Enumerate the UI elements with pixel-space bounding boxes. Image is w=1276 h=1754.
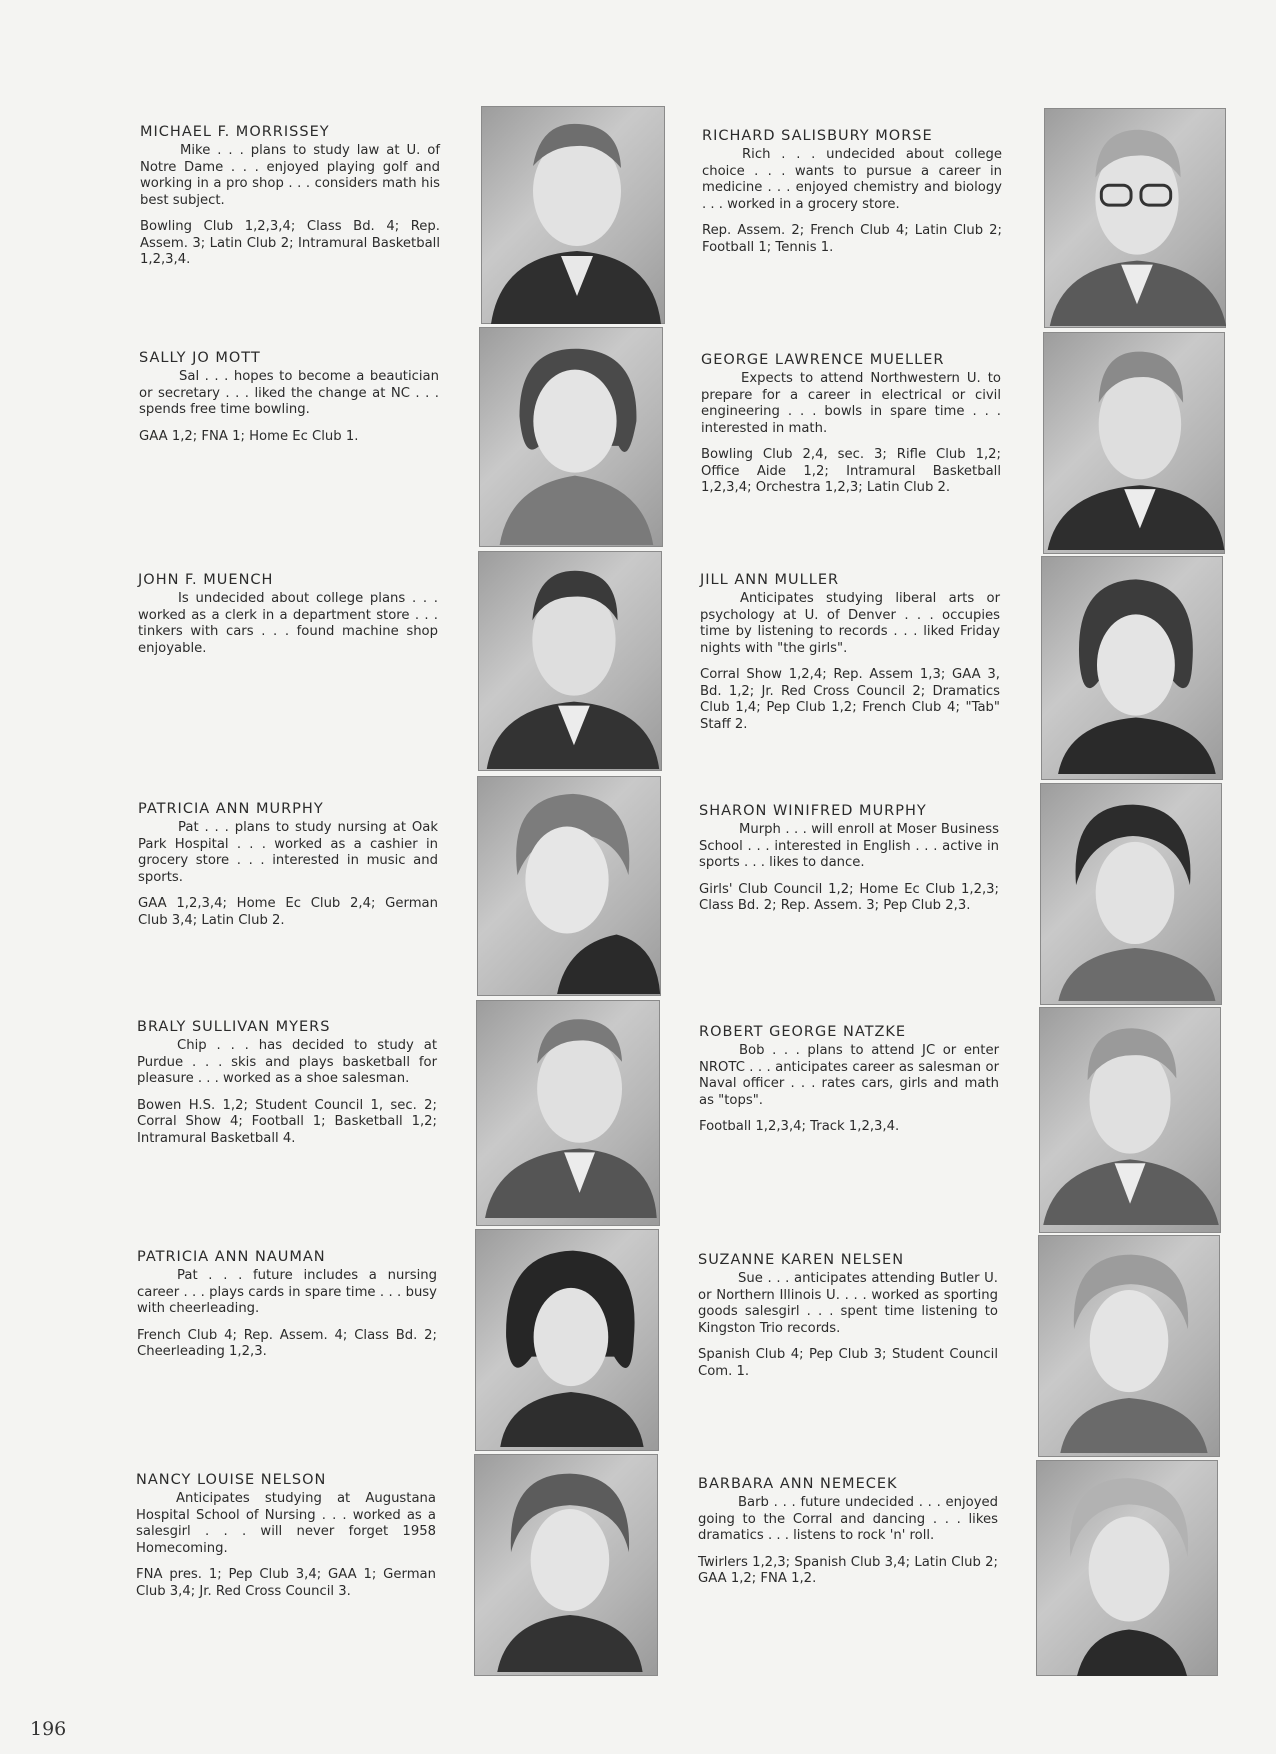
student-name: PATRICIA ANN NAUMAN: [137, 1249, 326, 1265]
student-entry: [699, 1024, 999, 1136]
student-entry: [138, 572, 438, 667]
portrait-silhouette: [1039, 1007, 1221, 1225]
student-entry: [698, 1476, 998, 1588]
student-portrait: [1038, 1235, 1220, 1457]
student-bio: Sue . . . anticipates attending Butler U. or Northern Illinois U. . . . worked as sporting goods salesgirl . . . spent time listening to Kingston Trio records.: [698, 1271, 998, 1336]
student-entry: [137, 1249, 437, 1361]
student-bio: Sal . . . hopes to become a beautician or secretary . . . liked the change at NC . . . spends free time bowling.: [139, 369, 439, 417]
student-name: NANCY LOUISE NELSON: [136, 1472, 327, 1488]
student-name: MICHAEL F. MORRISSEY: [140, 124, 330, 140]
student-name: SUZANNE KAREN NELSEN: [698, 1252, 905, 1268]
student-activities: Bowen H.S. 1,2; Student Council 1, sec. 2; Corral Show 4; Football 1; Basketball 1,2; Intramural Basketball 4.: [137, 1097, 437, 1146]
portrait-silhouette: [1038, 1235, 1220, 1453]
portrait-silhouette: [1043, 332, 1225, 550]
student-activities: Girls' Club Council 1,2; Home Ec Club 1,2,3; Class Bd. 2; Rep. Assem. 3; Pep Club 2,3.: [699, 881, 999, 913]
student-bio: Murph . . . will enroll at Moser Business School . . . interested in English . . . active in sports . . . likes to dance.: [699, 822, 999, 870]
student-name: SALLY JO MOTT: [139, 350, 261, 366]
portrait-silhouette: [479, 327, 663, 545]
portrait-silhouette: [1040, 783, 1222, 1001]
portrait-silhouette: [1044, 108, 1226, 326]
portrait-silhouette: [476, 1000, 660, 1218]
student-bio: Rich . . . undecided about college choice . . . wants to pursue a career in medicine . . . enjoyed chemistry and biology . . . worked in a grocery store.: [702, 147, 1002, 212]
portrait-silhouette: [1036, 1460, 1218, 1676]
student-portrait: [1041, 556, 1223, 780]
student-name: ROBERT GEORGE NATZKE: [699, 1024, 907, 1040]
student-portrait: [476, 1000, 660, 1226]
page-number: 196: [30, 1718, 67, 1740]
student-bio: Anticipates studying at Augustana Hospital School of Nursing . . . worked as a salesgirl . . . will never forget 1958 Homecoming.: [136, 1491, 436, 1556]
student-entry: [701, 352, 1001, 497]
student-activities: French Club 4; Rep. Assem. 4; Class Bd. 2; Cheerleading 1,2,3.: [137, 1327, 437, 1359]
portrait-silhouette: [475, 1229, 659, 1447]
student-bio: Anticipates studying liberal arts or psychology at U. of Denver . . . occupies time by listening to records . . . liked Friday nights with "the girls".: [700, 591, 1000, 656]
student-entry: [702, 128, 1002, 256]
student-bio: Barb . . . future undecided . . . enjoyed going to the Corral and dancing . . . likes dramatics . . . listens to rock 'n' roll.: [698, 1495, 998, 1543]
student-activities: GAA 1,2,3,4; Home Ec Club 2,4; German Club 3,4; Latin Club 2.: [138, 896, 438, 928]
student-activities: Corral Show 1,2,4; Rep. Assem 1,3; GAA 3, Bd. 1,2; Jr. Red Cross Council 2; Dramatics Club 1,4; Pep Club 1,2; French Club 4; "Tab" Staff 2.: [700, 667, 1000, 732]
student-entry: [137, 1019, 437, 1147]
student-entry: [139, 350, 439, 445]
student-activities: GAA 1,2; FNA 1; Home Ec Club 1.: [139, 428, 359, 444]
portrait-silhouette: [1041, 556, 1223, 774]
student-activities: Rep. Assem. 2; French Club 4; Latin Club 2; Football 1; Tennis 1.: [702, 223, 1002, 255]
portrait-silhouette: [477, 776, 661, 994]
student-bio: Chip . . . has decided to study at Purdue . . . skis and plays basketball for pleasure . . . worked as a shoe salesman.: [137, 1038, 437, 1086]
student-bio: Pat . . . plans to study nursing at Oak Park Hospital . . . worked as a cashier in grocery store . . . interested in music and sports.: [138, 820, 438, 885]
student-bio: Expects to attend Northwestern U. to prepare for a career in electrical or civil engineering . . . bowls in spare time . . . interested in math.: [701, 371, 1001, 436]
student-name: BARBARA ANN NEMECEK: [698, 1476, 898, 1492]
portrait-silhouette: [481, 106, 665, 324]
student-entry: [138, 801, 438, 929]
student-name: RICHARD SALISBURY MORSE: [702, 128, 933, 144]
student-portrait: [1036, 1460, 1218, 1676]
student-portrait: [481, 106, 665, 324]
student-bio: Mike . . . plans to study law at U. of Notre Dame . . . enjoyed playing golf and working in a pro shop . . . considers math his best subject.: [140, 143, 440, 208]
student-bio: Bob . . . plans to attend JC or enter NROTC . . . anticipates career as salesman or Naval officer . . . rates cars, girls and math as "tops".: [699, 1043, 999, 1108]
student-portrait: [1039, 1007, 1221, 1233]
student-name: JILL ANN MULLER: [700, 572, 840, 588]
student-name: JOHN F. MUENCH: [138, 572, 274, 588]
student-activities: Bowling Club 2,4, sec. 3; Rifle Club 1,2; Office Aide 1,2; Intramural Basketball 1,2,3,4; Orchestra 1,2,3; Latin Club 2.: [701, 447, 1001, 495]
student-name: PATRICIA ANN MURPHY: [138, 801, 324, 817]
student-portrait: [1044, 108, 1226, 328]
student-portrait: [478, 551, 662, 771]
student-entry: [700, 572, 1000, 733]
student-entry: [699, 803, 999, 915]
student-portrait: [479, 327, 663, 547]
student-portrait: [477, 776, 661, 996]
student-bio: Is undecided about college plans . . . worked as a clerk in a department store . . . tinkers with cars . . . found machine shop enjoyable.: [138, 591, 438, 656]
student-bio: Pat . . . future includes a nursing career . . . plays cards in spare time . . . busy with cheerleading.: [137, 1268, 437, 1316]
student-activities: Spanish Club 4; Pep Club 3; Student Council Com. 1.: [698, 1347, 998, 1379]
portrait-silhouette: [478, 551, 662, 769]
student-entry: [140, 124, 440, 269]
student-activities: Twirlers 1,2,3; Spanish Club 3,4; Latin Club 2; GAA 1,2; FNA 1,2.: [698, 1554, 998, 1586]
student-entry: [698, 1252, 998, 1380]
student-portrait: [475, 1229, 659, 1451]
student-entry: [136, 1472, 436, 1600]
student-portrait: [474, 1454, 658, 1676]
student-activities: Bowling Club 1,2,3,4; Class Bd. 4; Rep. Assem. 3; Latin Club 2; Intramural Basketball 1,2,3,4.: [140, 219, 440, 267]
student-activities: FNA pres. 1; Pep Club 3,4; GAA 1; German Club 3,4; Jr. Red Cross Council 3.: [136, 1567, 436, 1599]
student-name: BRALY SULLIVAN MYERS: [137, 1019, 331, 1035]
student-name: GEORGE LAWRENCE MUELLER: [701, 352, 945, 368]
student-portrait: [1043, 332, 1225, 554]
student-activities: Football 1,2,3,4; Track 1,2,3,4.: [699, 1119, 900, 1134]
student-portrait: [1040, 783, 1222, 1005]
portrait-silhouette: [474, 1454, 658, 1672]
student-name: SHARON WINIFRED MURPHY: [699, 803, 927, 819]
